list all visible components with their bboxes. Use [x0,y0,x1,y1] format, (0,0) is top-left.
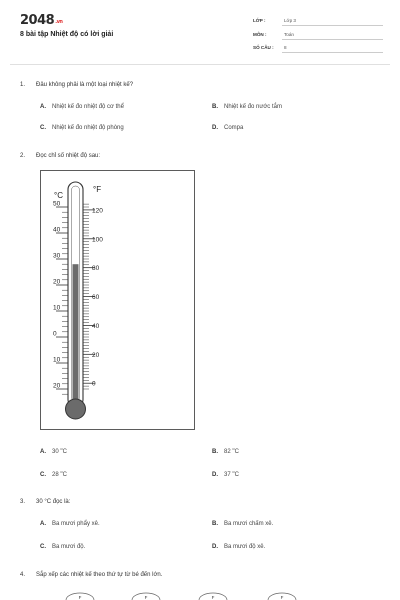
option-letter: B. [212,104,218,110]
worksheet-header [0,0,400,72]
q4-thumb-4 [268,593,296,600]
thumb-label: F [78,595,82,600]
meta-label: MÔN : [253,31,267,37]
option-letter: A. [40,104,46,110]
option-text: Compa [224,125,244,131]
meta-value: 8 [284,45,287,50]
q3-option-d[interactable] [212,544,265,550]
celsius-tick-label: 40 [53,226,61,234]
fahrenheit-tick-label: 0 [92,380,96,388]
mercury-column [73,264,79,405]
worksheet-title: 8 bài tập Nhiệt độ có lời giải [20,31,114,38]
option-value: 30 [52,449,59,455]
q3-option-b[interactable] [212,521,273,527]
question-text: Sắp xếp các nhiệt kế theo thứ tự từ bé đến lớn. [36,572,163,578]
celsius-tick-label: 10 [53,356,61,364]
option-text: Ba mươi phẩy xê. [52,521,100,527]
option-letter: D. [212,472,218,478]
option-letter: C. [40,125,46,131]
question-4 [20,572,162,578]
option-text: Nhiệt kế đo nước tắm [224,104,282,110]
q2-option-a[interactable] [40,446,67,455]
thermometer-figure [40,170,195,430]
meta-class [253,15,383,29]
celsius-tick-label: 50 [53,200,61,208]
thermometer-bulb [66,399,86,419]
meta-value: Toán [284,31,294,37]
option-value: 37 [224,472,231,478]
fahrenheit-unit-label: °F [93,185,102,194]
meta-question-count [253,42,383,56]
thermometer-illustration [40,170,195,430]
option-letter: A. [40,521,46,527]
question-3 [20,499,70,505]
question-2 [20,153,100,159]
option-letter: D. [212,544,218,550]
fahrenheit-tick-label: 120 [92,207,103,215]
option-unit: C [234,449,239,455]
celsius-tick-label: 20 [53,278,61,286]
option-unit: C [62,449,67,455]
degree-sign: o [60,469,63,474]
option-letter: A. [40,449,46,455]
meta-underline [282,39,383,40]
question-1 [20,82,133,88]
thumb-label: F [280,595,284,600]
q3-option-a[interactable] [40,521,100,527]
question-text: 30 °C đọc là: [36,499,71,505]
fahrenheit-tick-label: 80 [92,265,100,273]
degree-sign: o [232,446,235,451]
celsius-tick-label: 10 [53,304,61,312]
fahrenheit-tick-label: 60 [92,294,100,302]
option-value: 28 [52,472,59,478]
q4-thumb-1 [66,593,94,600]
fahrenheit-tick-label: 100 [92,236,103,244]
worksheet-meta [253,15,383,56]
meta-value: Lớp 3 [284,18,296,23]
q4-thumb-2 [132,593,160,600]
option-letter: C. [40,472,46,478]
q2-option-d[interactable] [212,469,239,478]
option-letter: B. [212,449,218,455]
option-text: Ba mươi chấm xê. [224,521,274,527]
meta-subject [253,29,383,43]
question-number: 4. [20,572,26,578]
option-unit: C [62,472,67,478]
celsius-unit-label: °C [54,191,63,200]
q1-option-d[interactable] [212,125,243,131]
option-text: Ba mươi độ xê. [224,544,266,550]
thumb-label: F [211,595,215,600]
celsius-tick-label: 20 [53,382,61,390]
option-letter: B. [212,521,218,527]
thermometer-frame [41,171,195,430]
fahrenheit-tick-label: 20 [92,351,100,359]
thumb-label: F [144,595,148,600]
meta-underline [282,52,383,53]
q1-option-a[interactable] [40,104,124,110]
q3-option-c[interactable] [40,544,85,550]
option-value: 82 [224,449,231,455]
q2-option-c[interactable] [40,469,67,478]
degree-sign: o [232,469,235,474]
fahrenheit-tick-label: 40 [92,322,100,330]
question-text: Đâu không phải là một loại nhiệt kế? [36,82,134,88]
header-divider [10,64,390,65]
question-number: 3. [20,499,26,505]
option-text: Nhiệt kế đo nhiệt độ phòng [52,125,124,131]
option-unit: C [234,472,239,478]
meta-underline [282,25,383,26]
question-text: Đọc chỉ số nhiệt độ sau: [36,153,101,159]
option-text: Ba mươi độ. [52,544,86,550]
option-letter: C. [40,544,46,550]
option-text: Nhiệt kế đo nhiệt độ cơ thể [52,104,124,110]
celsius-tick-label: 30 [53,252,61,260]
site-logo[interactable] [20,13,62,28]
option-letter: D. [212,125,218,131]
question-number: 2. [20,153,26,159]
logo-domain: .vn [55,19,63,25]
meta-label: LỚP : [253,18,266,23]
celsius-tick-label: 0 [53,330,57,338]
q1-option-c[interactable] [40,125,124,131]
logo-text: 2048 [20,13,55,28]
q4-thermometer-thumbnails [0,588,400,600]
question-number: 1. [20,82,26,88]
q1-option-b[interactable] [212,104,282,110]
q4-thumb-3 [199,593,227,600]
meta-label: SỐ CÂU : [253,45,274,50]
q2-option-b[interactable] [212,446,239,455]
degree-sign: o [60,446,63,451]
